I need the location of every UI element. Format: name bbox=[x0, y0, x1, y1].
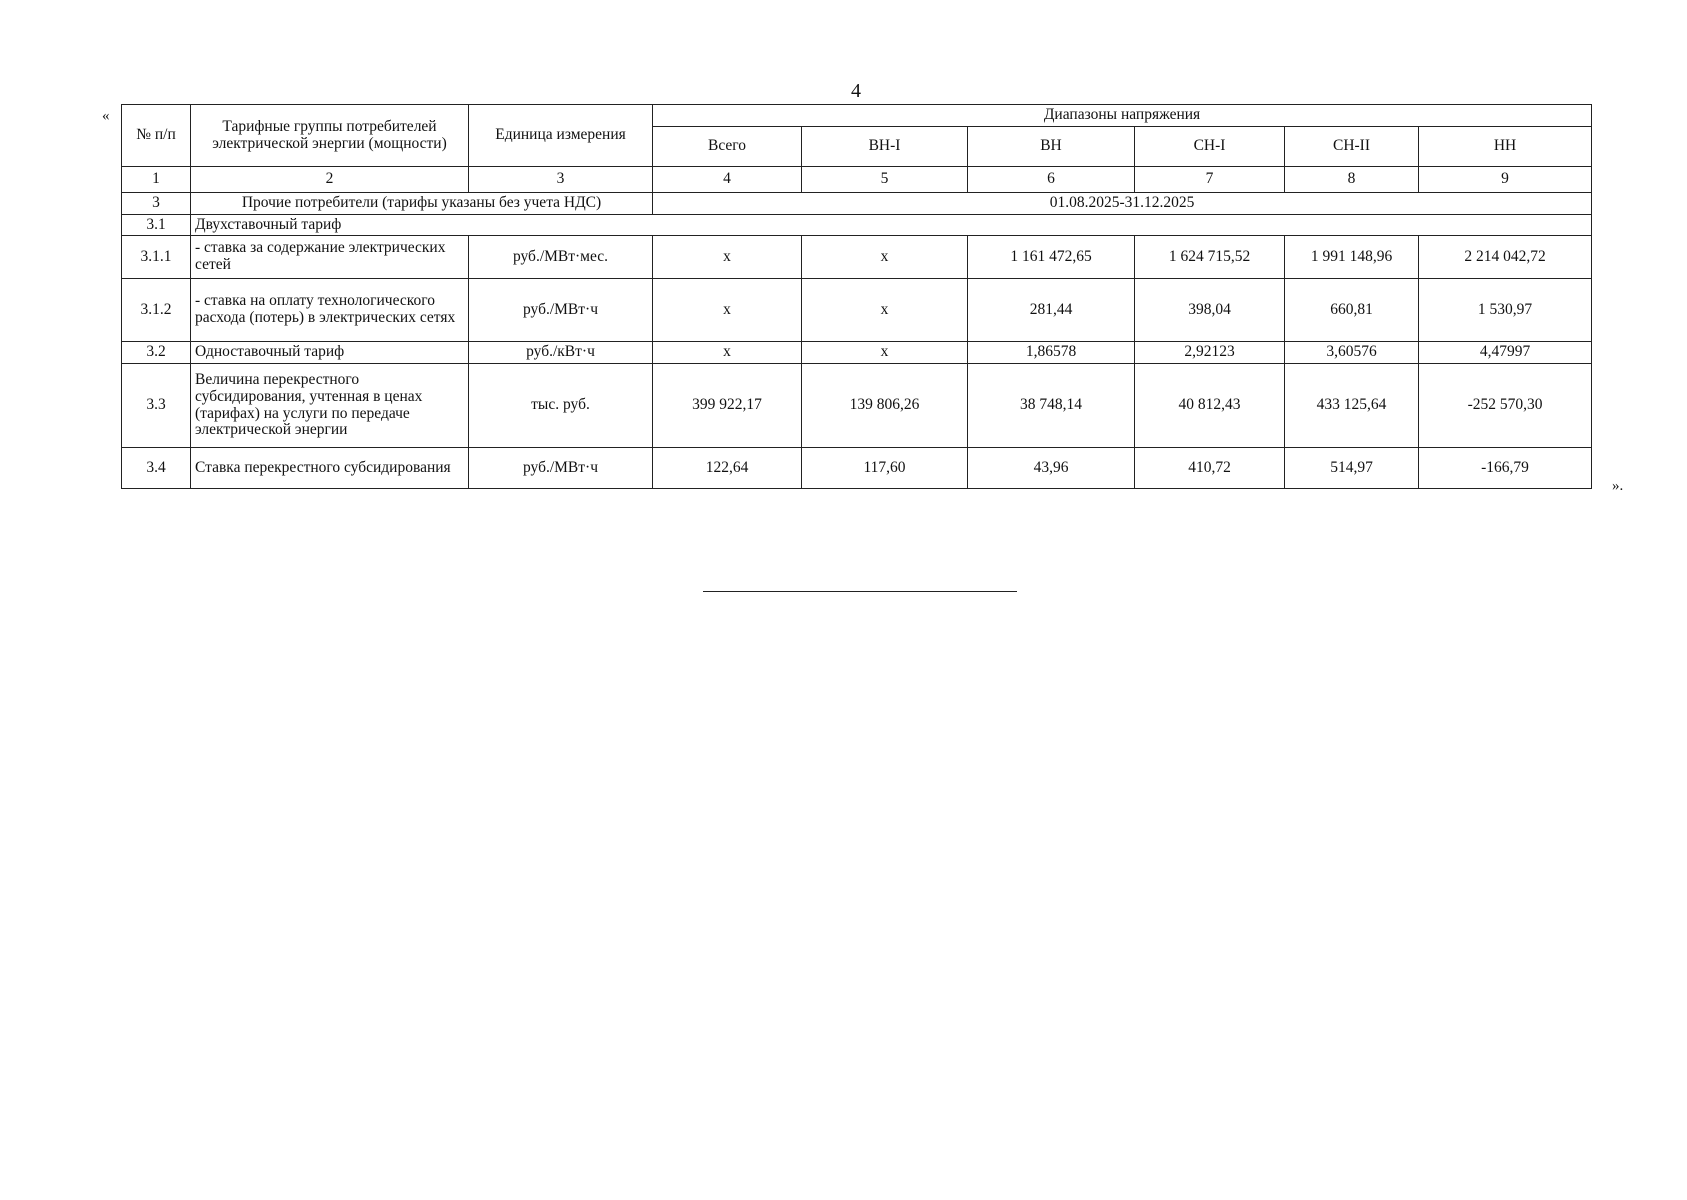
column-number-row bbox=[122, 167, 1592, 193]
row-value: 1 991 148,96 bbox=[1285, 236, 1419, 279]
row-unit: руб./кВт·ч bbox=[469, 342, 653, 364]
row-value: 410,72 bbox=[1135, 448, 1285, 489]
table-row bbox=[122, 342, 1592, 364]
row-value: 43,96 bbox=[968, 448, 1135, 489]
row-unit: тыс. руб. bbox=[469, 364, 653, 448]
col-number: 2 bbox=[191, 167, 469, 193]
section-period: 01.08.2025-31.12.2025 bbox=[653, 193, 1592, 215]
row-value: 3,60576 bbox=[1285, 342, 1419, 364]
row-name: Ставка перекрестного субсидирования bbox=[191, 448, 469, 489]
closing-divider bbox=[703, 591, 1017, 592]
row-value: 139 806,26 bbox=[802, 364, 968, 448]
row-num: 3.3 bbox=[122, 364, 191, 448]
header-range-vn1: ВН-I bbox=[802, 127, 968, 167]
row-value: х bbox=[653, 279, 802, 342]
row-num: 3.1.1 bbox=[122, 236, 191, 279]
col-number: 1 bbox=[122, 167, 191, 193]
row-value: х bbox=[653, 342, 802, 364]
row-value: 1 161 472,65 bbox=[968, 236, 1135, 279]
header-range-sn1: СН-I bbox=[1135, 127, 1285, 167]
row-value: 1 530,97 bbox=[1419, 279, 1592, 342]
header-unit: Единица измерения bbox=[469, 105, 653, 167]
row-value: 399 922,17 bbox=[653, 364, 802, 448]
row-unit: руб./МВт·ч bbox=[469, 279, 653, 342]
row-value: 398,04 bbox=[1135, 279, 1285, 342]
subsection-title: Двухставочный тариф bbox=[191, 215, 1592, 236]
row-value: 660,81 bbox=[1285, 279, 1419, 342]
row-name: Величина перекрестного субсидирования, учтенная в ценах (тарифах) на услуги по передаче электрической энергии bbox=[191, 364, 469, 448]
header-range-vn: ВН bbox=[968, 127, 1135, 167]
table-row bbox=[122, 236, 1592, 279]
col-number: 7 bbox=[1135, 167, 1285, 193]
table-row bbox=[122, 364, 1592, 448]
row-num: 3.4 bbox=[122, 448, 191, 489]
col-number: 6 bbox=[968, 167, 1135, 193]
header-consumer-group: Тарифные группы потребителей электрической энергии (мощности) bbox=[191, 105, 469, 167]
row-num: 3.2 bbox=[122, 342, 191, 364]
col-number: 4 bbox=[653, 167, 802, 193]
closing-quote: ». bbox=[1612, 478, 1624, 494]
header-num: № п/п bbox=[122, 105, 191, 167]
row-value: 2 214 042,72 bbox=[1419, 236, 1592, 279]
row-name: Одноставочный тариф bbox=[191, 342, 469, 364]
row-value: 281,44 bbox=[968, 279, 1135, 342]
row-unit: руб./МВт·мес. bbox=[469, 236, 653, 279]
row-value: х bbox=[802, 342, 968, 364]
row-value: 122,64 bbox=[653, 448, 802, 489]
row-value: 514,97 bbox=[1285, 448, 1419, 489]
row-name: - ставка за содержание электрических сетей bbox=[191, 236, 469, 279]
row-value: 1,86578 bbox=[968, 342, 1135, 364]
section-row bbox=[122, 193, 1592, 215]
tariff-table bbox=[121, 104, 1592, 489]
row-value: х bbox=[802, 236, 968, 279]
header-range-sn2: СН-II bbox=[1285, 127, 1419, 167]
page-number: 4 bbox=[851, 80, 861, 102]
row-value: 117,60 bbox=[802, 448, 968, 489]
col-number: 9 bbox=[1419, 167, 1592, 193]
row-num: 3.1.2 bbox=[122, 279, 191, 342]
row-value: 38 748,14 bbox=[968, 364, 1135, 448]
row-value: 433 125,64 bbox=[1285, 364, 1419, 448]
row-value: -252 570,30 bbox=[1419, 364, 1592, 448]
row-value: х bbox=[802, 279, 968, 342]
row-value: -166,79 bbox=[1419, 448, 1592, 489]
row-unit: руб./МВт·ч bbox=[469, 448, 653, 489]
row-value: 1 624 715,52 bbox=[1135, 236, 1285, 279]
row-value: 4,47997 bbox=[1419, 342, 1592, 364]
subsection-row bbox=[122, 215, 1592, 236]
row-value: х bbox=[653, 236, 802, 279]
header-range-nn: НН bbox=[1419, 127, 1592, 167]
header-range-total: Всего bbox=[653, 127, 802, 167]
row-name: - ставка на оплату технологического расхода (потерь) в электрических сетях bbox=[191, 279, 469, 342]
section-title: Прочие потребители (тарифы указаны без учета НДС) bbox=[191, 193, 653, 215]
row-value: 2,92123 bbox=[1135, 342, 1285, 364]
table-row bbox=[122, 279, 1592, 342]
section-num: 3 bbox=[122, 193, 191, 215]
subsection-num: 3.1 bbox=[122, 215, 191, 236]
col-number: 3 bbox=[469, 167, 653, 193]
table-row bbox=[122, 448, 1592, 489]
row-value: 40 812,43 bbox=[1135, 364, 1285, 448]
header-voltage-ranges: Диапазоны напряжения bbox=[653, 105, 1592, 127]
col-number: 8 bbox=[1285, 167, 1419, 193]
col-number: 5 bbox=[802, 167, 968, 193]
opening-quote: « bbox=[102, 108, 110, 124]
